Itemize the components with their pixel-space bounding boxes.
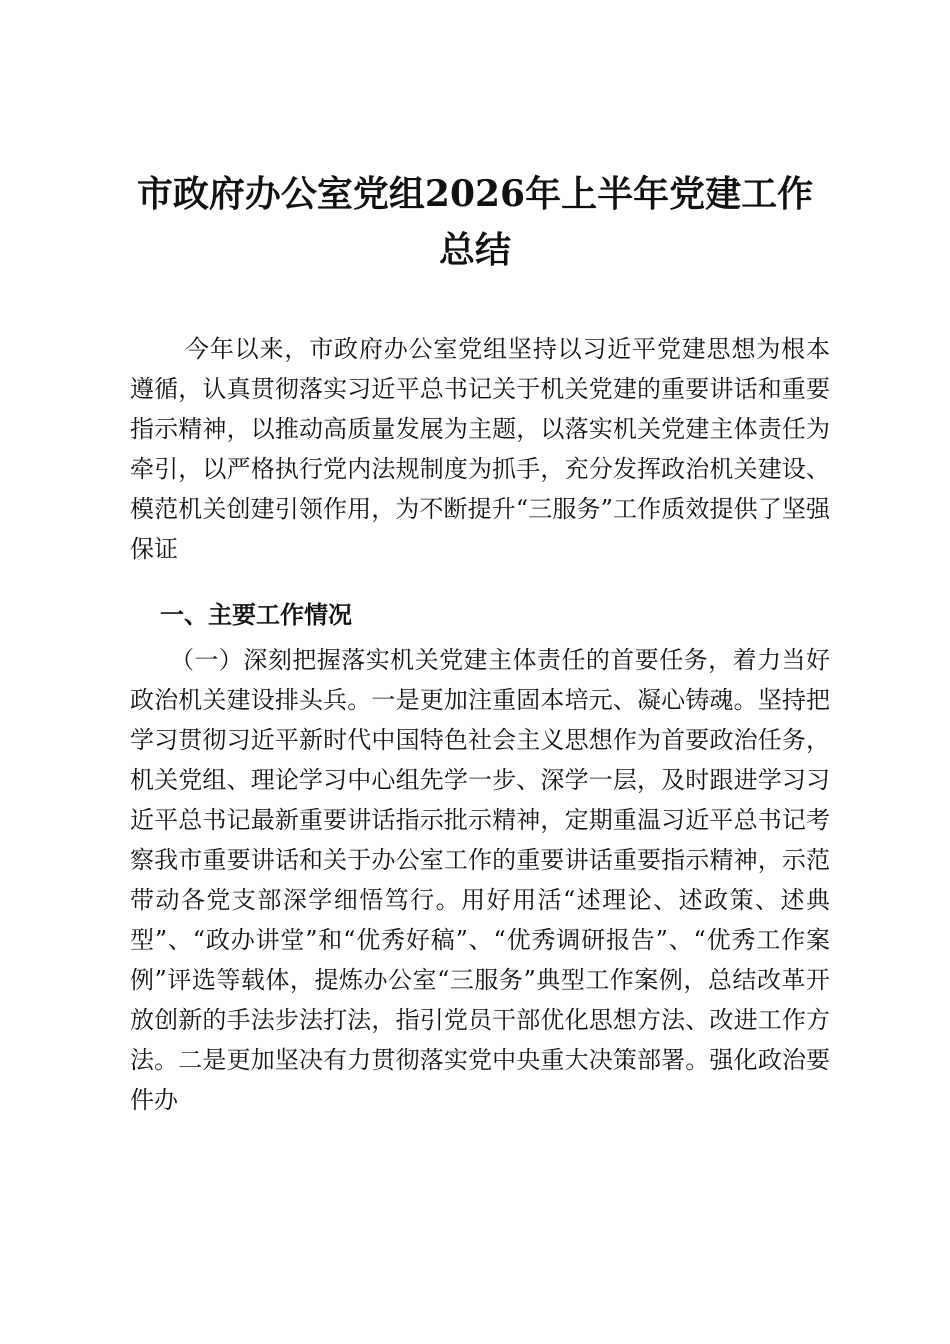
- intro-paragraph: 今年以来，市政府办公室党组坚持以习近平党建思想为根本遵循，认真贯彻落实习近平总书记关于机关党建的重要讲话和重要指示精神，以推动高质量发展为主题，以落实机关党建主体责任为牵引，以严格执行党内法规制度为抓手，充分发挥政治机关建设、模范机关创建引领作用，为不断提升“三服务”工作质效提供了坚强保证: [130, 335, 830, 563]
- section-heading: 一、主要工作情况: [160, 601, 352, 629]
- section-body-paragraph: （一）深刻把握落实机关党建主体责任的首要任务，着力当好政治机关建设排头兵。一是更加注重固本培元、凝心铸魂。坚持把学习贯彻习近平新时代中国特色社会主义思想作为首要政治任务，机关党组、理论学习中心组先学一步、深学一层，及时跟进学习习近平总书记最新重要讲话指示批示精神，定期重温习近平总书记考察我市重要讲话和关于办公室工作的重要讲话重要指示精神，示范带动各党支部深学细悟笃行。用好用活“述理论、述政策、述典型”、“政办讲堂”和“优秀好稿”、“优秀调研报告”、“优秀工作案例”评选等载体，提炼办公室“三服务”典型工作案例，总结改革开放创新的手法步法打法，指引党员干部优化思想方法、改进工作方法。二是更加坚决有力贯彻落实党中央重大决策部署。强化政治要件办: [130, 646, 830, 1114]
- document-title: 市政府办公室党组2026年上半年党建工作总结: [136, 173, 814, 271]
